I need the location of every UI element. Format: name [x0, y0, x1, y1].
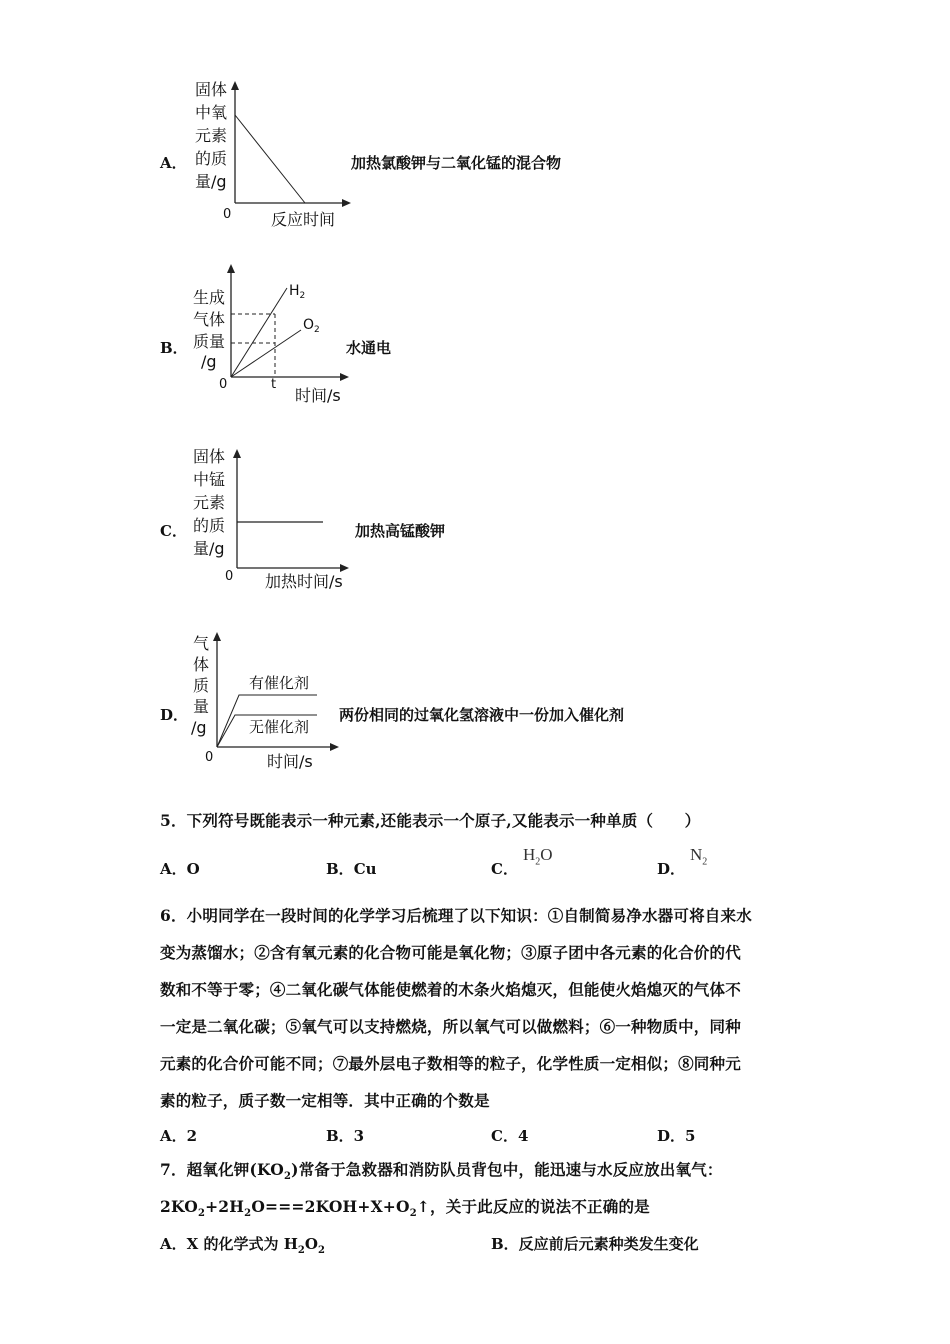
svg-text:中氧: 中氧 — [195, 103, 228, 122]
q5-option-b: B．Cu — [326, 860, 377, 878]
q6-option-c: C．4 — [491, 1127, 529, 1145]
option-d-desc: 两份相同的过氧化氢溶液中一份加入催化剂 — [339, 706, 625, 724]
q6-line: 一定是二氧化碳；⑤氧气可以支持燃烧，所以氧气可以做燃料；⑥一种物质中，同种 — [160, 1017, 741, 1036]
q5-option-d-formula: $N_2$ — [690, 845, 708, 868]
graph-d-with-label: 有催化剂 — [249, 674, 310, 692]
svg-text:中锰: 中锰 — [193, 470, 226, 489]
question-6-stem — [160, 897, 800, 1119]
graph-a-xlabel: 反应时间 — [271, 210, 336, 229]
graph-c-y-arrow — [233, 449, 241, 458]
q6-option-b: B．3 — [326, 1127, 365, 1145]
graph-c-ylabel — [193, 447, 225, 558]
graph-c-x-arrow — [340, 564, 349, 572]
q7-option-b: B．反应前后元素种类发生变化 — [491, 1235, 699, 1253]
q5-option-c-formula: $H_2O$ — [523, 845, 553, 868]
svg-text:固体: 固体 — [193, 447, 226, 466]
q6-line: 数和不等于零；④二氧化碳气体能使燃着的木条火焰熄灭，但能使火焰熄灭的气体不 — [160, 980, 741, 999]
graph-d-without-label: 无催化剂 — [249, 718, 310, 736]
option-c-label: C． — [160, 522, 187, 540]
q6-option-d: D．5 — [657, 1127, 696, 1145]
graph-b-h2-line — [231, 288, 287, 377]
graph-d-origin: 0 — [205, 750, 214, 765]
option-a-label: A． — [160, 154, 187, 172]
graph-d-y-arrow — [213, 632, 221, 641]
svg-text:量: 量 — [193, 697, 210, 716]
q6-line: 变为蒸馏水；②含有氧元素的化合物可能是氧化物；③原子团中各元素的化合价的代 — [160, 943, 741, 962]
graph-a-line — [235, 115, 305, 203]
graph-a-y-arrow — [231, 81, 239, 90]
q6-line: 元素的化合价可能不同；⑦最外层电子数相等的粒子，化学性质一定相似；⑧同种元 — [160, 1054, 741, 1073]
question-5-stem: 5．下列符号既能表示一种元素,还能表示一个原子,又能表示一种单质（ ） — [160, 811, 701, 830]
svg-text:量/g: 量/g — [193, 539, 225, 558]
graph-b-xlabel: 时间/s — [295, 386, 341, 405]
graph-a-origin: 0 — [223, 207, 232, 222]
graph-a-x-arrow — [342, 199, 351, 207]
svg-text:生成: 生成 — [193, 288, 226, 307]
graph-b-o2-label: $O_2$ — [303, 317, 320, 335]
option-a-desc: 加热氯酸钾与二氧化锰的混合物 — [351, 154, 562, 172]
svg-text:质: 质 — [193, 676, 210, 695]
option-d-label: D． — [160, 706, 189, 724]
svg-text:气: 气 — [193, 634, 210, 653]
q6-line: 6．小明同学在一段时间的化学学习后梳理了以下知识：①自制简易净水器可将自来水 — [160, 906, 752, 925]
graph-d — [185, 625, 345, 775]
graph-a-ylabel — [195, 80, 227, 191]
svg-text:元素: 元素 — [193, 493, 226, 512]
svg-text:/g: /g — [201, 352, 217, 371]
option-b-label: B． — [160, 339, 188, 357]
graph-b-h2-label: $H_2$ — [289, 283, 306, 301]
graph-b-tick-t: t — [271, 377, 277, 392]
q5-option-a: A．O — [160, 860, 200, 878]
graph-b-x-arrow — [340, 373, 349, 381]
graph-b-y-arrow — [227, 264, 235, 273]
graph-c-xlabel: 加热时间/s — [265, 572, 343, 591]
graph-a — [185, 75, 355, 235]
graph-c-origin: 0 — [225, 569, 234, 584]
svg-text:的质: 的质 — [195, 149, 228, 168]
option-c-desc: 加热高锰酸钾 — [355, 522, 446, 540]
graph-b-origin: 0 — [219, 377, 228, 392]
graph-d-x-arrow — [330, 743, 339, 751]
q6-line: 素的粒子，质子数一定相等．其中正确的个数是 — [160, 1091, 490, 1110]
svg-text:量/g: 量/g — [195, 172, 227, 191]
graph-d-xlabel: 时间/s — [267, 752, 313, 771]
q7-option-a: A．X 的化学式为 $H_2O_2$ — [160, 1235, 325, 1256]
q7-equation: $2KO_2+2H_2O===2KOH+X+O_2↑$，关于此反应的说法不正确的是 — [160, 1197, 650, 1220]
q5-option-d: D． — [657, 860, 686, 878]
svg-text:的质: 的质 — [193, 516, 226, 535]
svg-text:元素: 元素 — [195, 126, 228, 145]
svg-text:质量: 质量 — [193, 332, 226, 351]
graph-d-ylabel — [191, 634, 209, 737]
question-7-stem: 7．超氧化钾$(KO_2)$常备于急救器和消防队员背包中，能迅速与水反应放出氧气： — [160, 1160, 723, 1183]
option-b-desc: 水通电 — [346, 339, 392, 357]
graph-b-ylabel — [193, 288, 225, 371]
graph-b-o2-line — [231, 330, 301, 377]
svg-text:气体: 气体 — [193, 310, 226, 329]
graph-c — [185, 440, 355, 595]
svg-text:/g: /g — [191, 718, 207, 737]
svg-text:体: 体 — [193, 655, 210, 674]
q6-option-a: A．2 — [160, 1127, 198, 1145]
graph-b — [185, 255, 355, 410]
svg-text:固体: 固体 — [195, 80, 228, 99]
q5-option-c: C． — [491, 860, 518, 878]
